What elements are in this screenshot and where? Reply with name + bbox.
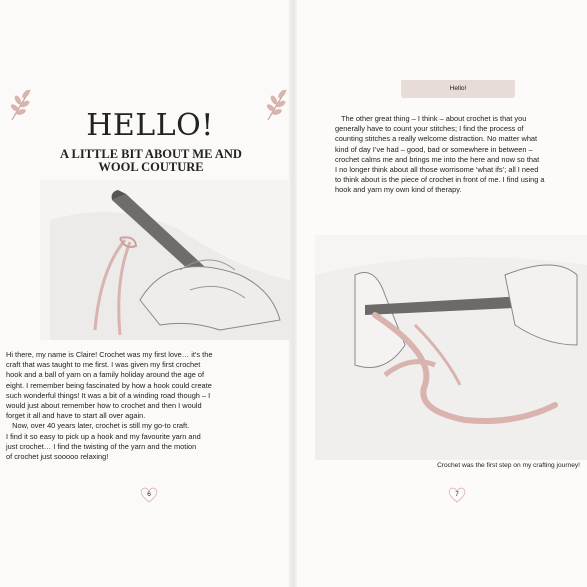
page-subtitle xyxy=(40,148,262,174)
body-line: would just about remember how to crochet and then I would xyxy=(6,401,202,411)
body-line: forget it all and have to start all over again. xyxy=(6,411,146,421)
body-line: hook and a ball of yarn on a family holiday around the age of xyxy=(6,370,205,380)
book-gutter xyxy=(289,0,297,587)
body-line: kind of day I’ve had – good, bad or somewhere in between – xyxy=(335,144,533,154)
running-header: Hello! xyxy=(401,80,515,98)
illustration-caption: Crochet was the first step on my crafting journey! xyxy=(437,462,580,469)
page-title: HELLO! xyxy=(86,108,214,143)
body-text-left xyxy=(6,350,268,462)
page-number-left xyxy=(139,486,159,504)
body-line: generally have to count your stitches; I find the process of xyxy=(335,124,524,134)
body-line: counting stitches a really welcome distraction. No matter what xyxy=(335,134,538,144)
body-line: just crochet… I find the twisting of the yarn and the motion xyxy=(6,441,197,451)
body-line: I no longer think about all those worrisome ‘what ifs’; all I need xyxy=(335,165,539,175)
body-line: Hi there, my name is Claire! Crochet was my first love… it’s the xyxy=(6,350,213,359)
leaf-sprig-icon xyxy=(262,86,290,122)
page-number-text: 7 xyxy=(455,491,459,498)
body-line: craft that was taught to me first. I was given my first crochet xyxy=(6,360,201,370)
leaf-sprig-icon xyxy=(6,86,34,122)
page-number-text: 6 xyxy=(147,491,151,498)
crochet-hook-illustration xyxy=(40,180,290,340)
page-number-right xyxy=(447,486,467,504)
body-line: hook and yarn my own kind of therapy. xyxy=(335,185,462,195)
body-line: I find it so easy to pick up a hook and my favourite yarn and xyxy=(6,431,201,441)
crochet-chain-illustration xyxy=(315,235,587,460)
body-text-right xyxy=(335,114,577,196)
body-line: of crochet just sooooo relaxing! xyxy=(6,452,109,462)
body-line: to think about is the piece of crochet in front of me. I find using a xyxy=(335,175,545,185)
body-line: The other great thing – I think – about crochet is that you xyxy=(335,114,527,123)
subtitle-line: WOOL COUTURE xyxy=(98,160,204,174)
body-line: such wonderful things! It was a bit of a winding road though – I xyxy=(6,390,211,400)
subtitle-line: A LITTLE BIT ABOUT ME AND xyxy=(60,147,242,161)
body-line: Now, over 40 years later, crochet is still my go-to craft. xyxy=(6,421,190,431)
body-line: crochet calms me and brings me into the here and now so that xyxy=(335,154,540,164)
body-line: eight. I remember being fascinated by how a hook could create xyxy=(6,380,212,390)
